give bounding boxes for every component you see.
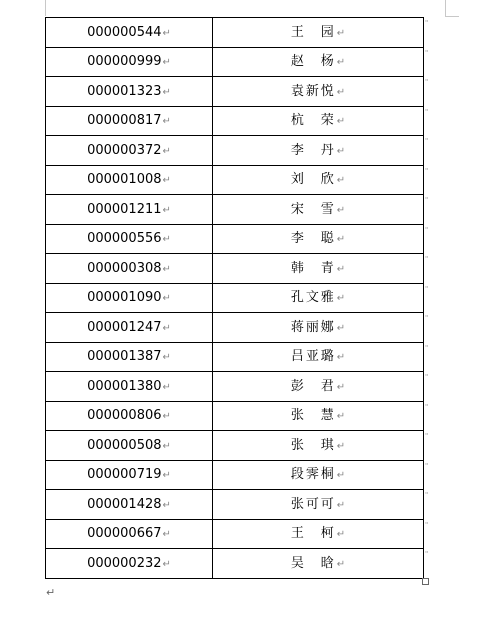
name-text: 杭 荣	[290, 113, 336, 129]
cell-end-mark: ↵	[336, 57, 346, 69]
row-end-mark: "	[425, 550, 429, 558]
cell-end-mark: ↵	[162, 234, 171, 246]
id-text: 000001008	[87, 172, 162, 188]
cell-end-mark: ↵	[336, 529, 346, 541]
name-text: 宋 雪	[290, 201, 336, 217]
name-cell[interactable]	[213, 372, 424, 402]
table-row	[46, 313, 424, 343]
table-row	[46, 490, 424, 520]
table-row	[46, 195, 424, 225]
row-end-mark: "	[425, 226, 429, 234]
name-cell[interactable]	[213, 47, 424, 77]
name-cell[interactable]	[213, 313, 424, 343]
cell-end-mark: ↵	[336, 381, 346, 393]
name-text: 王 园	[290, 24, 336, 40]
cell-end-mark: ↵	[162, 145, 171, 157]
id-text: 000000806	[87, 408, 162, 424]
name-cell[interactable]	[213, 460, 424, 490]
id-text: 000001387	[87, 349, 162, 365]
cell-end-mark: ↵	[162, 27, 171, 39]
name-cell[interactable]	[213, 431, 424, 461]
row-end-mark: "	[425, 19, 429, 27]
row-end-mark: "	[425, 167, 429, 175]
id-cell[interactable]	[46, 18, 213, 48]
cell-end-mark: ↵	[336, 411, 346, 423]
table-row	[46, 342, 424, 372]
cell-end-mark: ↵	[162, 381, 171, 393]
cell-end-mark: ↵	[336, 470, 346, 482]
id-cell[interactable]	[46, 47, 213, 77]
cell-end-mark: ↵	[336, 558, 346, 570]
id-text: 000001428	[87, 496, 162, 512]
crop-mark-top-right-horizontal	[445, 16, 459, 17]
id-text: 000000544	[87, 24, 162, 40]
cell-end-mark: ↵	[336, 263, 346, 275]
row-end-mark: "	[425, 521, 429, 529]
row-end-mark: "	[425, 137, 429, 145]
id-cell[interactable]	[46, 431, 213, 461]
name-text: 彭 君	[290, 378, 336, 394]
table-row	[46, 431, 424, 461]
cell-end-mark: ↵	[336, 27, 346, 39]
id-cell[interactable]	[46, 519, 213, 549]
cell-end-mark: ↵	[162, 263, 171, 275]
id-text: 000000719	[87, 467, 162, 483]
cell-end-mark: ↵	[336, 145, 346, 157]
id-cell[interactable]	[46, 106, 213, 136]
row-end-mark: "	[425, 344, 429, 352]
cell-end-mark: ↵	[162, 411, 171, 423]
cell-end-mark: ↵	[336, 499, 346, 511]
cell-end-mark: ↵	[336, 440, 346, 452]
name-text: 赵 杨	[290, 54, 336, 70]
row-end-mark: "	[425, 432, 429, 440]
name-text: 孔文雅	[290, 290, 336, 306]
row-end-mark: "	[425, 255, 429, 263]
cell-end-mark: ↵	[162, 470, 171, 482]
cell-end-mark: ↵	[162, 352, 171, 364]
cell-end-mark: ↵	[162, 322, 171, 334]
id-cell[interactable]	[46, 254, 213, 284]
id-cell[interactable]	[46, 372, 213, 402]
table-row	[46, 77, 424, 107]
id-cell[interactable]	[46, 224, 213, 254]
id-text: 000000999	[87, 54, 162, 70]
row-end-mark: "	[425, 196, 429, 204]
table-row	[46, 519, 424, 549]
table-row	[46, 549, 424, 579]
id-text: 000000232	[87, 555, 162, 571]
table-row	[46, 18, 424, 48]
cell-end-mark: ↵	[162, 204, 171, 216]
id-text: 000000667	[87, 526, 162, 542]
name-cell[interactable]	[213, 342, 424, 372]
cell-end-mark: ↵	[162, 293, 171, 305]
cell-end-mark: ↵	[336, 204, 346, 216]
id-cell[interactable]	[46, 136, 213, 166]
table-row	[46, 224, 424, 254]
cell-end-mark: ↵	[162, 529, 171, 541]
id-name-table[interactable]	[45, 17, 424, 579]
row-end-mark: "	[425, 462, 429, 470]
cell-end-mark: ↵	[336, 322, 346, 334]
name-cell[interactable]	[213, 519, 424, 549]
table-row	[46, 460, 424, 490]
name-text: 袁新悦	[290, 83, 336, 99]
id-cell[interactable]	[46, 195, 213, 225]
id-text: 000001247	[87, 319, 162, 335]
crop-mark-top-right-vertical	[445, 0, 446, 16]
table-body	[46, 18, 424, 579]
name-text: 张可可	[290, 496, 336, 512]
table-row	[46, 47, 424, 77]
id-text: 000000508	[87, 437, 162, 453]
cell-end-mark: ↵	[162, 440, 171, 452]
id-cell[interactable]	[46, 283, 213, 313]
id-cell[interactable]	[46, 401, 213, 431]
table-row	[46, 165, 424, 195]
table-row	[46, 254, 424, 284]
cell-end-mark: ↵	[162, 175, 171, 187]
name-cell[interactable]	[213, 165, 424, 195]
id-cell[interactable]	[46, 342, 213, 372]
cell-end-mark: ↵	[336, 116, 346, 128]
cell-end-mark: ↵	[162, 116, 171, 128]
id-cell[interactable]	[46, 549, 213, 579]
name-cell[interactable]	[213, 106, 424, 136]
id-cell[interactable]	[46, 77, 213, 107]
name-cell[interactable]	[213, 401, 424, 431]
name-text: 张 琪	[290, 437, 336, 453]
row-end-mark: "	[425, 403, 429, 411]
table-resize-handle[interactable]	[422, 578, 429, 585]
table-row	[46, 401, 424, 431]
id-cell[interactable]	[46, 165, 213, 195]
cell-end-mark: ↵	[162, 86, 171, 98]
table-row	[46, 372, 424, 402]
name-cell[interactable]	[213, 490, 424, 520]
row-end-mark: "	[425, 285, 429, 293]
name-text: 吴 晗	[290, 555, 336, 571]
row-end-mark: "	[425, 108, 429, 116]
name-text: 刘 欣	[290, 172, 336, 188]
id-cell[interactable]	[46, 313, 213, 343]
name-cell[interactable]	[213, 254, 424, 284]
name-text: 李 聪	[290, 231, 336, 247]
table-row	[46, 106, 424, 136]
cell-end-mark: ↵	[162, 57, 171, 69]
name-cell[interactable]	[213, 18, 424, 48]
cell-end-mark: ↵	[336, 293, 346, 305]
name-cell[interactable]	[213, 77, 424, 107]
paragraph-mark: ↵	[46, 586, 56, 599]
id-text: 000001090	[87, 290, 162, 306]
row-end-mark: "	[425, 314, 429, 322]
name-cell[interactable]	[213, 136, 424, 166]
cell-end-mark: ↵	[336, 86, 346, 98]
id-text: 000000372	[87, 142, 162, 158]
id-text: 000001211	[87, 201, 162, 217]
id-cell[interactable]	[46, 490, 213, 520]
name-cell[interactable]	[213, 283, 424, 313]
name-text: 蒋丽娜	[290, 319, 336, 335]
id-text: 000000556	[87, 231, 162, 247]
cell-end-mark: ↵	[336, 175, 346, 187]
cell-end-mark: ↵	[162, 499, 171, 511]
name-text: 张 慧	[290, 408, 336, 424]
cell-end-mark: ↵	[336, 352, 346, 364]
name-cell[interactable]	[213, 224, 424, 254]
id-cell[interactable]	[46, 460, 213, 490]
name-text: 李 丹	[290, 142, 336, 158]
row-end-mark: "	[425, 373, 429, 381]
row-end-mark: "	[425, 49, 429, 57]
id-text: 000001380	[87, 378, 162, 394]
row-end-mark: "	[425, 78, 429, 86]
crop-mark-top-left	[45, 0, 46, 16]
table-row	[46, 283, 424, 313]
name-text: 王 柯	[290, 526, 336, 542]
table-row	[46, 136, 424, 166]
name-cell[interactable]	[213, 549, 424, 579]
id-text: 000000817	[87, 113, 162, 129]
name-text: 段霁桐	[290, 467, 336, 483]
row-end-mark: "	[425, 491, 429, 499]
name-cell[interactable]	[213, 195, 424, 225]
cell-end-mark: ↵	[162, 558, 171, 570]
name-text: 吕亚璐	[290, 349, 336, 365]
cell-end-mark: ↵	[336, 234, 346, 246]
id-text: 000001323	[87, 83, 162, 99]
name-text: 韩 青	[290, 260, 336, 276]
id-text: 000000308	[87, 260, 162, 276]
